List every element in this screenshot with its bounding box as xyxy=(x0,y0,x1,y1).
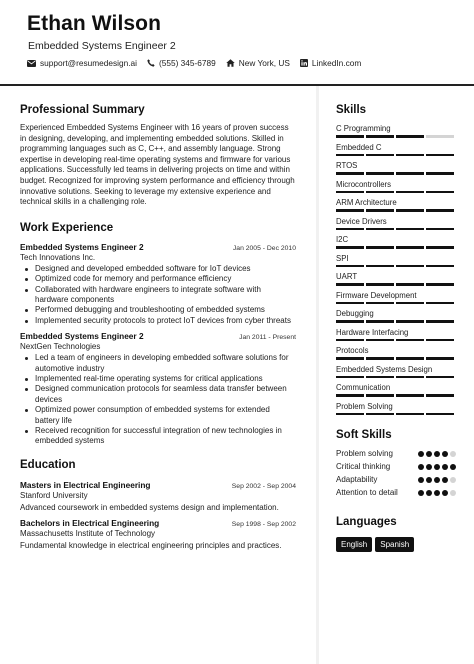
rating-dot xyxy=(418,490,424,496)
education-header xyxy=(20,518,296,528)
language-list xyxy=(336,537,456,552)
skill-name: RTOS xyxy=(336,161,358,170)
soft-skills-list xyxy=(336,449,456,498)
contact-bar xyxy=(27,58,371,68)
soft-skills-heading: Soft Skills xyxy=(336,429,392,441)
skill-level-segment xyxy=(366,394,394,397)
skill-level-segment xyxy=(366,172,394,175)
contact-linkedin-text: LinkedIn.com xyxy=(311,58,362,68)
skill-level-bar xyxy=(336,172,454,175)
skill-level-segment xyxy=(366,320,394,323)
education-section xyxy=(20,459,296,550)
rating-dot xyxy=(450,464,456,470)
job-bullet: Led a team of engineers in developing embedded software solutions for automotive industry xyxy=(20,353,296,374)
job-title: Embedded Systems Engineer 2 xyxy=(20,331,144,342)
contact-location xyxy=(226,58,290,68)
contact-email-text: support@resumedesign.ai xyxy=(40,58,137,68)
skills-section xyxy=(336,104,456,415)
skill-name: Hardware Interfacing xyxy=(336,327,409,337)
skill-level-bar xyxy=(336,302,454,305)
skill-level-segment xyxy=(366,265,394,268)
skill-level-segment xyxy=(396,209,424,212)
skill-item xyxy=(336,198,456,212)
skill-item xyxy=(336,346,456,360)
skill-level-segment xyxy=(396,265,424,268)
skill-name: C Programming xyxy=(336,124,391,133)
skill-level-segment xyxy=(366,357,394,360)
skill-item xyxy=(336,235,456,249)
skill-level-bar xyxy=(336,265,454,268)
education-description: Advanced coursework in embedded systems design and implementation. xyxy=(20,502,279,512)
rating-dot xyxy=(426,490,432,496)
skill-level-segment xyxy=(336,265,364,268)
rating-dot xyxy=(434,464,440,470)
skill-level-segment xyxy=(366,376,394,379)
job-entry xyxy=(20,242,296,326)
rating-dot xyxy=(442,477,448,483)
linkedin-icon xyxy=(300,59,308,67)
soft-skill-rating xyxy=(416,464,456,470)
rating-dot xyxy=(434,490,440,496)
rating-dot xyxy=(450,477,456,483)
skill-level-segment xyxy=(366,246,394,249)
skill-level-segment xyxy=(426,339,454,342)
education-list xyxy=(20,480,296,550)
skill-level-segment xyxy=(396,320,424,323)
skill-level-segment xyxy=(426,376,454,379)
skill-level-segment xyxy=(396,376,424,379)
skills-heading: Skills xyxy=(336,104,367,116)
skill-level-segment xyxy=(396,413,424,416)
main-column xyxy=(20,104,296,556)
skill-level-bar xyxy=(336,376,454,379)
skill-item xyxy=(336,161,456,175)
job-header xyxy=(20,331,296,341)
skill-name: Microcontrollers xyxy=(336,179,392,189)
skill-level-segment xyxy=(396,246,424,249)
education-school: Massachusetts Institute of Technology xyxy=(20,528,156,538)
job-bullet: Implemented real-time operating systems for critical applications xyxy=(20,374,296,384)
skill-level-bar xyxy=(336,246,454,249)
rating-dot xyxy=(418,464,424,470)
education-degree: Bachelors in Electrical Engineering xyxy=(20,517,160,528)
rating-dot xyxy=(426,464,432,470)
skill-name: Firmware Development xyxy=(336,290,417,300)
candidate-title: Embedded Systems Engineer 2 xyxy=(28,40,176,52)
skill-name: Embedded Systems Design xyxy=(336,364,433,374)
job-bullet: Designed communication protocols for seamless data transfer between devices xyxy=(20,384,296,405)
skill-level-segment xyxy=(336,246,364,249)
skill-level-bar xyxy=(336,283,454,286)
job-bullets xyxy=(20,264,296,326)
skill-item xyxy=(336,217,456,231)
summary-heading: Professional Summary xyxy=(20,104,145,116)
soft-skill-item xyxy=(336,462,456,472)
skill-level-segment xyxy=(396,394,424,397)
job-company: NextGen Technologies xyxy=(20,342,101,352)
job-bullet: Performed debugging and troubleshooting of embedded systems xyxy=(20,305,296,315)
rating-dot xyxy=(426,477,432,483)
education-school: Stanford University xyxy=(20,490,88,500)
job-title: Embedded Systems Engineer 2 xyxy=(20,241,144,252)
skill-item xyxy=(336,383,456,397)
summary-text: Experienced Embedded Systems Engineer with 16 years of proven success in designing, developing, and implementing embedded solutions. Skilled in programming languages such as C, C++, and assembly language. Strong expertise in developing real-time operating systems and firmware for various applications. Successfully led teams in delivering projects on time and within budget. Recognized for improving system performance and efficiency through innovative solutions. Seeking to leverage my extensive experience and technical skills in a challenging role. xyxy=(20,123,295,207)
skill-level-bar xyxy=(336,320,454,323)
skill-level-segment xyxy=(426,228,454,231)
contact-phone-text: (555) 345-6789 xyxy=(158,58,216,68)
skill-level-segment xyxy=(336,376,364,379)
skill-name: SPI xyxy=(336,253,349,263)
skill-name: Device Drivers xyxy=(336,216,387,226)
candidate-name: Ethan Wilson xyxy=(27,12,162,35)
soft-skill-name: Problem solving xyxy=(336,449,393,458)
contact-email[interactable] xyxy=(27,58,137,68)
experience-heading: Work Experience xyxy=(20,221,114,234)
skill-level-segment xyxy=(426,154,454,157)
skill-level-segment xyxy=(366,228,394,231)
skill-level-segment xyxy=(336,209,364,212)
skill-level-segment xyxy=(396,172,424,175)
skill-level-segment xyxy=(366,283,394,286)
education-heading: Education xyxy=(20,458,76,471)
skill-level-segment xyxy=(426,413,454,416)
language-badge: English xyxy=(336,537,372,552)
skill-level-segment xyxy=(426,246,454,249)
rating-dot xyxy=(442,490,448,496)
soft-skill-name: Attention to detail xyxy=(336,488,398,497)
skill-name: UART xyxy=(336,272,358,281)
skill-level-segment xyxy=(396,135,424,138)
job-entry xyxy=(20,331,296,447)
skill-level-segment xyxy=(336,302,364,305)
skill-level-bar xyxy=(336,228,454,231)
soft-skills-section xyxy=(336,429,456,498)
envelope-icon xyxy=(27,60,36,67)
home-icon xyxy=(226,59,235,67)
skill-level-segment xyxy=(396,339,424,342)
soft-skill-name: Critical thinking xyxy=(336,462,391,471)
soft-skill-item xyxy=(336,488,456,498)
language-badge: Spanish xyxy=(375,537,414,552)
skill-level-segment xyxy=(336,172,364,175)
rating-dot xyxy=(434,477,440,483)
rating-dot xyxy=(434,451,440,457)
skill-item xyxy=(336,272,456,286)
skill-level-bar xyxy=(336,339,454,342)
skill-level-segment xyxy=(336,135,364,138)
header-divider xyxy=(0,84,474,86)
skill-level-bar xyxy=(336,154,454,157)
skill-level-bar xyxy=(336,191,454,194)
skill-level-segment xyxy=(336,357,364,360)
skill-name: Debugging xyxy=(336,309,374,318)
job-list xyxy=(20,242,296,447)
contact-linkedin[interactable] xyxy=(300,58,361,68)
skill-level-segment xyxy=(426,172,454,175)
experience-section xyxy=(20,222,296,447)
skill-level-segment xyxy=(396,191,424,194)
job-header xyxy=(20,242,296,252)
rating-dot xyxy=(418,451,424,457)
skill-item xyxy=(336,180,456,194)
skill-level-segment xyxy=(336,394,364,397)
skill-level-bar xyxy=(336,357,454,360)
skill-level-segment xyxy=(366,191,394,194)
skill-item xyxy=(336,291,456,305)
rating-dot xyxy=(450,490,456,496)
skill-level-segment xyxy=(396,283,424,286)
skill-level-bar xyxy=(336,394,454,397)
skill-name: Embedded C xyxy=(336,142,382,152)
education-date: Sep 1998 - Sep 2002 xyxy=(231,520,296,528)
skill-level-segment xyxy=(336,191,364,194)
skill-level-segment xyxy=(366,339,394,342)
skill-level-segment xyxy=(426,320,454,323)
phone-icon xyxy=(147,59,155,67)
column-divider xyxy=(316,86,319,664)
education-degree: Masters in Electrical Engineering xyxy=(20,479,151,490)
skill-item xyxy=(336,309,456,323)
skill-level-segment xyxy=(396,154,424,157)
contact-location-text: New York, US xyxy=(238,58,290,68)
rating-dot xyxy=(426,451,432,457)
skill-item xyxy=(336,143,456,157)
rating-dot xyxy=(450,451,456,457)
job-bullet: Implemented security protocols to protect IoT devices from cyber threats xyxy=(20,316,296,326)
soft-skill-item xyxy=(336,475,456,485)
education-entry xyxy=(20,518,296,550)
job-bullets xyxy=(20,353,296,447)
soft-skill-rating xyxy=(416,490,456,496)
skill-level-segment xyxy=(366,302,394,305)
soft-skill-name: Adaptability xyxy=(336,475,378,484)
job-company: Tech Innovations Inc. xyxy=(20,252,96,262)
skill-level-segment xyxy=(336,154,364,157)
skill-item xyxy=(336,365,456,379)
skill-level-bar xyxy=(336,135,454,138)
skill-level-bar xyxy=(336,413,454,416)
education-description: Fundamental knowledge in electrical engineering principles and practices. xyxy=(20,540,282,550)
education-entry xyxy=(20,480,296,512)
rating-dot xyxy=(418,477,424,483)
skill-name: ARM Architecture xyxy=(336,198,397,207)
education-date: Sep 2002 - Sep 2004 xyxy=(231,482,296,490)
skill-name: Problem Solving xyxy=(336,401,393,411)
languages-section xyxy=(336,516,456,552)
skill-name: Protocols xyxy=(336,346,369,355)
skill-level-segment xyxy=(426,357,454,360)
job-bullet: Collaborated with hardware engineers to integrate software with hardware components xyxy=(20,285,296,306)
skill-level-segment xyxy=(366,135,394,138)
side-column xyxy=(336,104,456,552)
skill-item xyxy=(336,328,456,342)
skill-level-segment xyxy=(426,394,454,397)
rating-dot xyxy=(442,451,448,457)
skill-level-segment xyxy=(426,209,454,212)
soft-skill-item xyxy=(336,449,456,459)
languages-heading: Languages xyxy=(336,516,397,528)
job-bullet: Received recognition for successful integration of new technologies in embedded systems xyxy=(20,426,296,447)
skill-level-segment xyxy=(396,357,424,360)
skill-item xyxy=(336,124,456,138)
soft-skill-rating xyxy=(416,477,456,483)
skill-name: Communication xyxy=(336,383,391,392)
education-header xyxy=(20,480,296,490)
job-bullet: Optimized code for memory and performance efficiency xyxy=(20,274,296,284)
skill-level-segment xyxy=(366,209,394,212)
skill-level-segment xyxy=(426,135,454,138)
skill-level-segment xyxy=(396,302,424,305)
resume-header xyxy=(0,0,474,84)
contact-phone[interactable] xyxy=(147,58,216,68)
skill-level-segment xyxy=(336,320,364,323)
skill-level-segment xyxy=(366,154,394,157)
summary-section xyxy=(20,104,296,208)
skill-level-segment xyxy=(426,283,454,286)
skill-level-segment xyxy=(336,339,364,342)
skill-level-segment xyxy=(426,191,454,194)
job-bullet: Optimized power consumption of embedded systems for extended battery life xyxy=(20,405,296,426)
skill-level-segment xyxy=(366,413,394,416)
skill-name: I2C xyxy=(336,235,349,244)
skill-item xyxy=(336,254,456,268)
job-date: Jan 2005 - Dec 2010 xyxy=(232,244,296,252)
skills-list xyxy=(336,124,456,415)
skill-level-bar xyxy=(336,209,454,212)
skill-level-segment xyxy=(396,228,424,231)
job-bullet: Designed and developed embedded software for IoT devices xyxy=(20,264,296,274)
skill-level-segment xyxy=(336,283,364,286)
rating-dot xyxy=(442,464,448,470)
skill-item xyxy=(336,402,456,416)
skill-level-segment xyxy=(336,228,364,231)
job-date: Jan 2011 - Present xyxy=(239,334,296,342)
skill-level-segment xyxy=(336,413,364,416)
skill-level-segment xyxy=(426,302,454,305)
soft-skill-rating xyxy=(416,451,456,457)
skill-level-segment xyxy=(426,265,454,268)
